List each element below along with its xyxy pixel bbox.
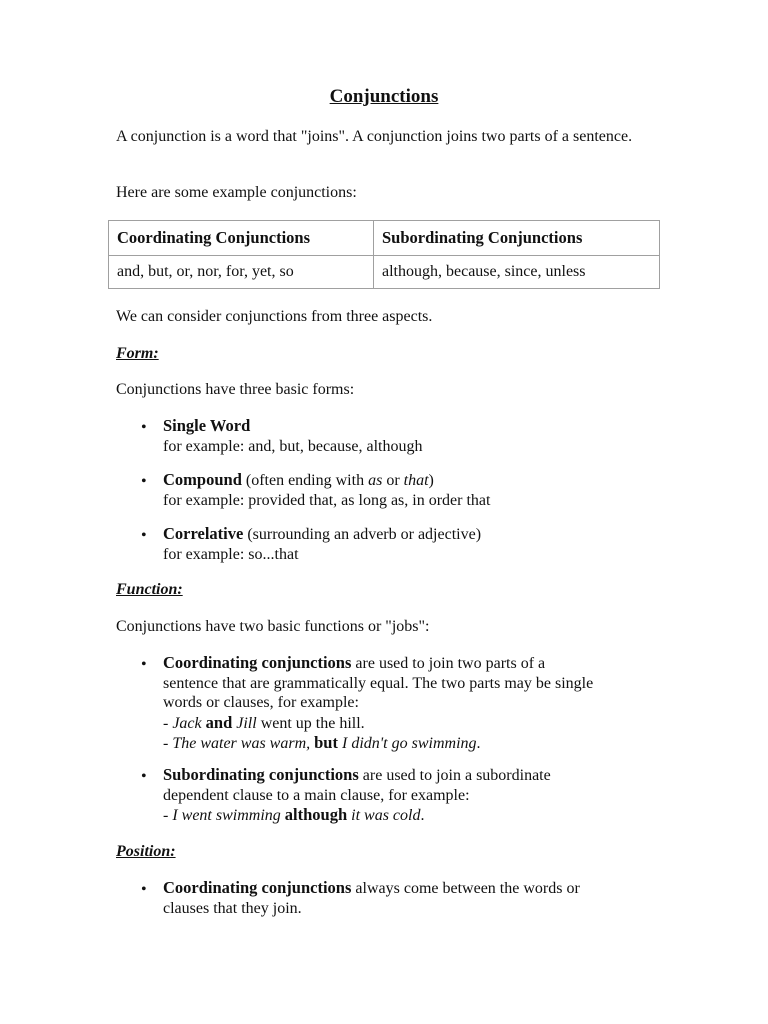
list-item [163, 524, 663, 564]
list-item: Compound (often ending with as or that) for example: provided that, as long as, in order that [163, 470, 491, 509]
list-item [163, 416, 663, 456]
list-item: Coordinating conjunctions are used to join two parts of a sentence that are grammatically equal. The two parts may be single words or clauses, for example: - Jack and Jill went up the hill. - The water was warm, but I didn't go swimming. [163, 653, 594, 752]
item-example: for example: so...that [163, 545, 299, 563]
item-lead: Subordinating conjunctions [163, 765, 359, 784]
table-row [109, 256, 660, 289]
item-lead: Compound [163, 470, 242, 489]
page-title: Conjunctions [329, 86, 439, 107]
table-header-cell: Coordinating Conjunctions [109, 221, 374, 256]
item-lead: Coordinating conjunctions [163, 878, 352, 897]
item-example: for example: and, but, because, although [163, 437, 423, 455]
intro-paragraph: A conjunction is a word that "joins". A conjunction joins two parts of a sentence. [116, 128, 633, 145]
item-example: for example: provided that, as long as, in order that [163, 491, 491, 509]
function-intro: Conjunctions have two basic functions or "jobs": [116, 618, 430, 635]
table-header-cell: Subordinating Conjunctions [374, 221, 660, 256]
table-cell: although, because, since, unless [374, 256, 660, 289]
conjunction-table [108, 220, 660, 289]
list-item: Subordinating conjunctions are used to join a subordinate dependent clause to a main clause, for example: - I went swimming although it was cold. [163, 765, 551, 824]
bullet: • [141, 881, 147, 898]
examples-intro: Here are some example conjunctions: [116, 184, 357, 201]
item-desc: (surrounding an adverb or adjective) [247, 526, 482, 543]
bullet: • [141, 473, 147, 490]
bullet: • [141, 656, 147, 673]
function-heading: Function: [116, 581, 183, 598]
position-heading: Position: [116, 843, 176, 860]
table-cell: and, but, or, nor, for, yet, so [109, 256, 374, 289]
table-header-row [109, 221, 660, 256]
list-item: Coordinating conjunctions always come between the words or clauses that they join. [163, 878, 580, 917]
item-lead: Correlative [163, 524, 244, 543]
bullet: • [141, 768, 147, 785]
item-lead: Coordinating conjunctions [163, 653, 352, 672]
bullet: • [141, 527, 147, 544]
aspects-intro: We can consider conjunctions from three aspects. [116, 308, 433, 325]
bullet: • [141, 419, 147, 436]
item-lead: Single Word [163, 416, 251, 435]
form-heading: Form: [116, 345, 159, 362]
form-intro: Conjunctions have three basic forms: [116, 381, 355, 398]
